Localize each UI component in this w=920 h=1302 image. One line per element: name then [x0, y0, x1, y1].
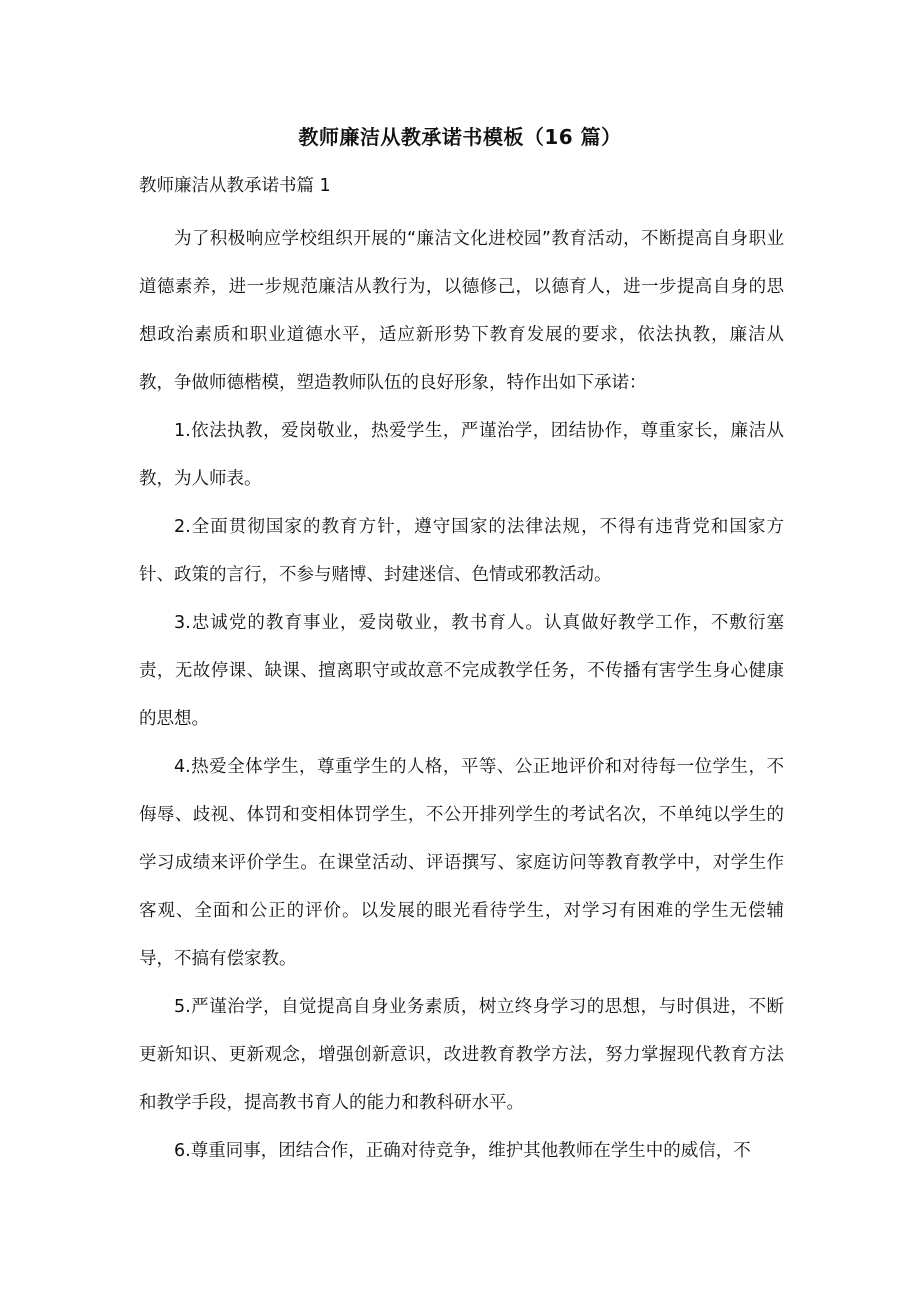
- paragraph-item-2: 2.全面贯彻国家的教育方针，遵守国家的法律法规，不得有违背党和国家方针、政策的言行，不参与赌博、封建迷信、色情或邪教活动。: [139, 517, 784, 585]
- document-body: [139, 215, 784, 1175]
- paragraph-item-1: 1.依法执教，爱岗敬业，热爱学生，严谨治学，团结协作，尊重家长，廉洁从教，为人师表。: [139, 421, 784, 489]
- paragraph-item-4: 4.热爱全体学生，尊重学生的人格，平等、公正地评价和对待每一位学生，不侮辱、歧视、体罚和变相体罚学生，不公开排列学生的考试名次，不单纯以学生的学习成绩来评价学生。在课堂活动、评语撰写、家庭访问等教育教学中，对学生作客观、全面和公正的评价。以发展的眼光看待学生，对学习有困难的学生无偿辅导，不搞有偿家教。: [139, 757, 784, 969]
- section-heading: 教师廉洁从教承诺书篇 1: [139, 176, 331, 196]
- paragraph-intro: 为了积极响应学校组织开展的“廉洁文化进校园”教育活动，不断提高自身职业道德素养，进一步规范廉洁从教行为，以德修己，以德育人，进一步提高自身的思想政治素质和职业道德水平，适应新形势下教育发展的要求，依法执教，廉洁从教，争做师德楷模，塑造教师队伍的良好形象，特作出如下承诺：: [139, 229, 784, 393]
- paragraph-item-5: 5.严谨治学，自觉提高自身业务素质，树立终身学习的思想，与时俱进，不断更新知识、更新观念，增强创新意识，改进教育教学方法，努力掌握现代教育方法和教学手段，提高教书育人的能力和教科研水平。: [139, 997, 784, 1113]
- document-title: 教师廉洁从教承诺书模板（16 篇）: [298, 125, 622, 149]
- paragraph-item-3: 3.忠诚党的教育事业，爱岗敬业，教书育人。认真做好教学工作，不敷衍塞责，无故停课、缺课、擅离职守或故意不完成教学任务，不传播有害学生身心健康的思想。: [139, 613, 784, 729]
- paragraph-item-6: 6.尊重同事，团结合作，正确对待竞争，维护其他教师在学生中的威信，不: [174, 1141, 751, 1161]
